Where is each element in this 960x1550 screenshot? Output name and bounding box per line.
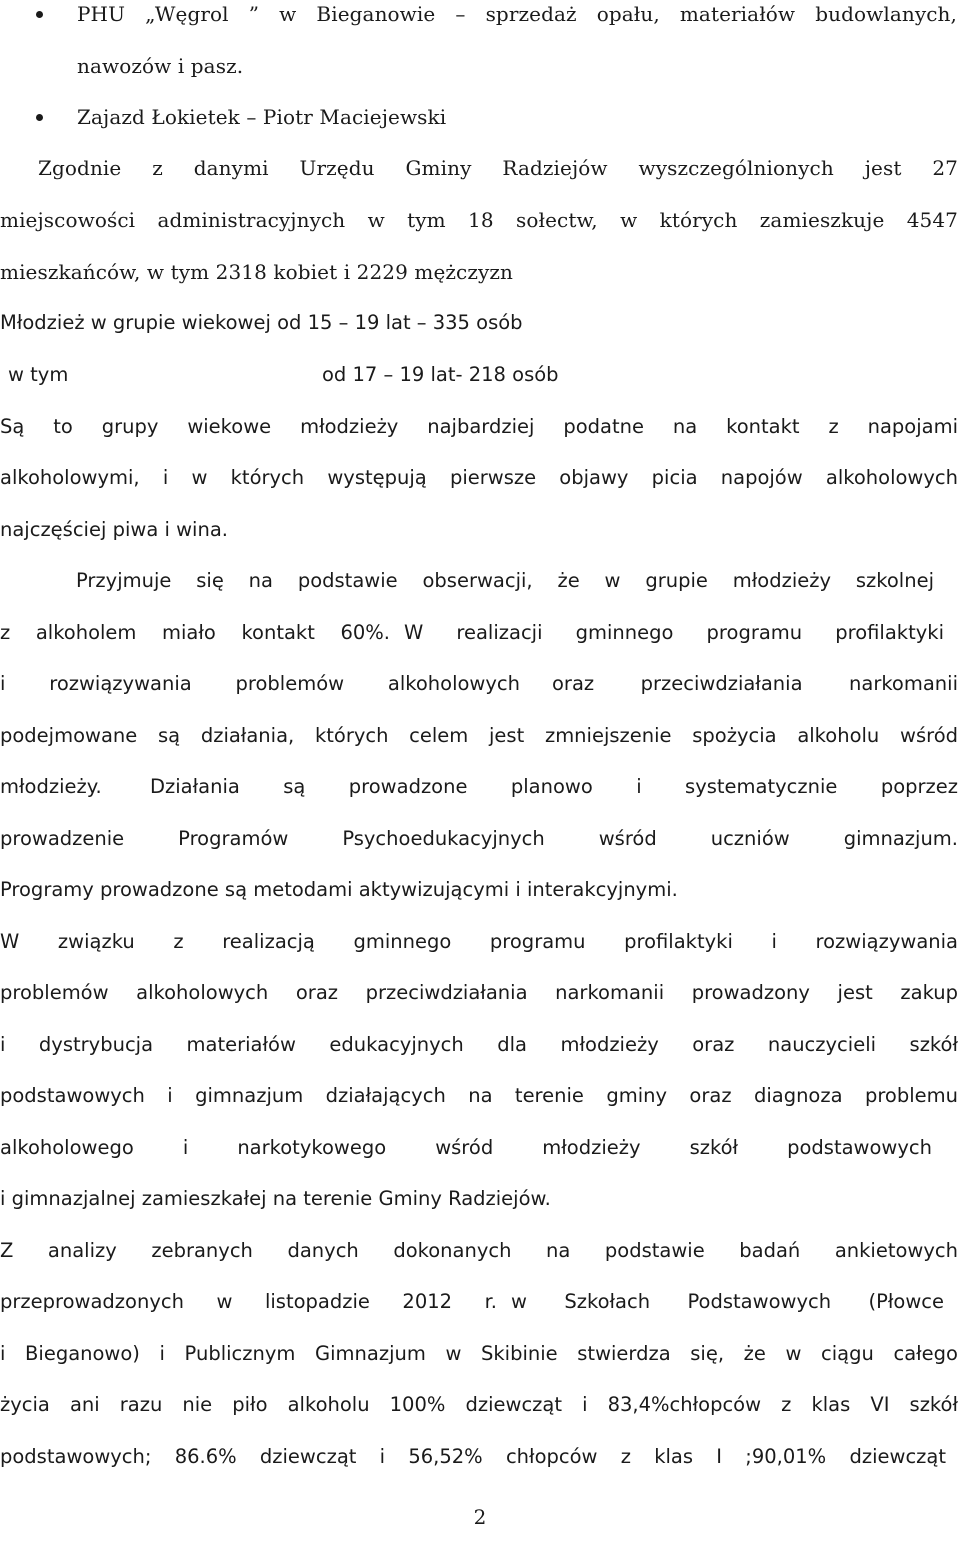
paragraph-line: Są to grupy wiekowe młodzieży najbardziej podatne na kontakt z napojami (0, 415, 958, 438)
bullet-dot (36, 11, 43, 18)
paragraph-line: młodzieży. (0, 775, 102, 798)
paragraph-line: podstawowych; 86.6% dziewcząt i 56,52% chłopców z klas I ;90,01% dziewcząt (0, 1445, 946, 1468)
paragraph-line: W związku z realizacją gminnego programu profilaktyki i rozwiązywania (0, 930, 958, 953)
paragraph-line: najczęściej piwa i wina. (0, 518, 228, 541)
paragraph-line: i dystrybucja materiałów edukacyjnych dla młodzieży oraz nauczycieli szkół (0, 1033, 958, 1056)
bullet-item-text: nawozów i pasz. (77, 54, 244, 78)
paragraph-line: Z analizy zebranych danych dokonanych na podstawie badań ankietowych (0, 1239, 958, 1262)
paragraph-line: mieszkańców, w tym 2318 kobiet i 2229 mężczyzn (0, 260, 514, 284)
paragraph-line: życia ani razu nie piło alkoholu 100% dziewcząt i 83,4%chłopców z klas VI szkół (0, 1393, 958, 1416)
paragraph-line: prowadzenie Programów Psychoedukacyjnych wśród uczniów gimnazjum. (0, 827, 958, 850)
bullet-item-text: Zajazd Łokietek – Piotr Maciejewski (77, 105, 447, 129)
paragraph-line: i rozwiązywania problemów alkoholowych (0, 672, 520, 695)
bullet-dot (36, 114, 43, 121)
paragraph-line: w Szkołach Podstawowych (Płowce (511, 1290, 944, 1313)
paragraph-line: przeprowadzonych w listopadzie 2012 r. (0, 1290, 497, 1313)
paragraph-line: alkoholowego i narkotykowego wśród młodzieży szkół podstawowych (0, 1136, 932, 1159)
paragraph-line: Programy prowadzone są metodami aktywizującymi i interakcyjnymi. (0, 878, 678, 901)
paragraph-line: od 17 – 19 lat- 218 osób (322, 363, 559, 386)
paragraph-line: problemów alkoholowych oraz przeciwdziałania narkomanii prowadzony jest zakup (0, 981, 958, 1004)
paragraph-line: Młodzież w grupie wiekowej od 15 – 19 lat – 335 osób (0, 311, 523, 334)
paragraph-line: podstawowych i gimnazjum działających na terenie gminy oraz diagnoza problemu (0, 1084, 958, 1107)
paragraph-line: z alkoholem miało kontakt 60%. (0, 621, 390, 644)
paragraph-line: Działania są prowadzone planowo i systematycznie poprzez (150, 775, 958, 798)
bullet-item-text: PHU „Węgrol ” w Bieganowie – sprzedaż opału, materiałów budowlanych, (77, 2, 957, 26)
paragraph-line: Zgodnie z danymi Urzędu Gminy Radziejów wyszczególnionych jest 27 (38, 156, 958, 180)
paragraph-line: Przyjmuje się na podstawie obserwacji, że w grupie młodzieży szkolnej (76, 569, 934, 592)
paragraph-line: miejscowości administracyjnych w tym 18 sołectw, w których zamieszkuje 4547 (0, 208, 958, 232)
paragraph-line: i gimnazjalnej zamieszkałej na terenie Gminy Radziejów. (0, 1187, 551, 1210)
page-number: 2 (473, 1505, 487, 1529)
paragraph-line: oraz przeciwdziałania narkomanii (552, 672, 958, 695)
paragraph-line: W realizacji gminnego programu profilaktyki (404, 621, 944, 644)
paragraph-line: podejmowane są działania, których celem jest zmniejszenie spożycia alkoholu wśród (0, 724, 958, 747)
paragraph-line: w tym (8, 363, 69, 386)
paragraph-line: alkoholowymi, i w których występują pierwsze objawy picia napojów alkoholowych (0, 466, 958, 489)
paragraph-line: i Bieganowo) i Publicznym Gimnazjum w Skibinie stwierdza się, że w ciągu całego (0, 1342, 958, 1365)
